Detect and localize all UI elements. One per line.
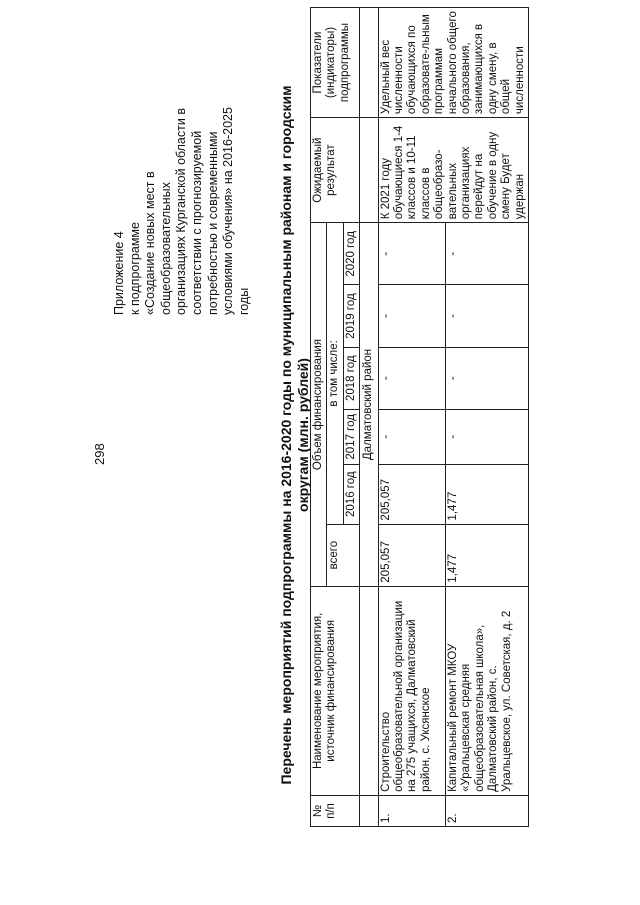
title-line-1: Перечень мероприятий подпрограммы на 2016-2020 годы по муниципальным районам и городским bbox=[278, 85, 294, 785]
header-indicators: Показатели (индикаторы) подпрограммы bbox=[311, 8, 360, 118]
row-2016: 205,057 bbox=[378, 464, 445, 524]
appendix-line: соответствии с прогнозируемой bbox=[189, 130, 204, 315]
appendix-line: Приложение 4 bbox=[112, 231, 126, 315]
row-2016: 1,477 bbox=[445, 464, 528, 524]
row-2019: - bbox=[378, 285, 445, 347]
appendix-line: потребностью и современными bbox=[205, 131, 220, 315]
district-spacer-indicators bbox=[360, 8, 378, 118]
row-2020: - bbox=[378, 223, 445, 285]
header-2018: 2018 год bbox=[343, 347, 359, 409]
page-number: 298 bbox=[92, 443, 107, 465]
table-row bbox=[378, 8, 445, 827]
row-2018: - bbox=[445, 347, 528, 409]
appendix-line: «Создание новых мест в bbox=[143, 171, 158, 315]
district-spacer-result bbox=[360, 118, 378, 223]
appendix-note bbox=[112, 5, 252, 315]
header-2019: 2019 год bbox=[343, 285, 359, 347]
title-line-2: округам (млн. рублей) bbox=[295, 358, 311, 512]
row-result: К 2021 году обучающиеся 1-4 классов и 10-11 классов в общеобразо-вательных организациях перейдут на обучение в одну смену Будет удержан bbox=[378, 118, 528, 223]
row-name: Строительство общеобразовательной организации на 275 учащихся, Далматовский район, с. Уксянское bbox=[378, 586, 445, 795]
row-num: 1. bbox=[378, 795, 445, 826]
row-2017: - bbox=[445, 409, 528, 464]
header-name: Наименование мероприятия, источник финансирования bbox=[311, 586, 360, 795]
header-including: в том числе: bbox=[327, 223, 343, 524]
appendix-line: организациях Курганской области в bbox=[174, 108, 189, 315]
appendix-line: годы bbox=[236, 287, 251, 315]
district-spacer-name bbox=[360, 586, 378, 795]
row-num: 2. bbox=[445, 795, 528, 826]
row-2017: - bbox=[378, 409, 445, 464]
appendix-line: к подпрограмме bbox=[127, 222, 142, 315]
document-title bbox=[278, 55, 312, 815]
row-name: Капитальный ремонт МКОУ «Уральцевская средняя общеобразовательная школа», Далматовский район, с. Уральцевское, ул. Советская, д. 2 bbox=[445, 586, 528, 795]
row-2018: - bbox=[378, 347, 445, 409]
row-indicators: Удельный вес численности обучающихся по образовате-льным программам начального общего образования, занимающихся в одну смену, в общей численности bbox=[378, 8, 528, 118]
measures-table bbox=[310, 7, 529, 827]
header-result: Ожидаемый результат bbox=[311, 118, 360, 223]
row-2020: - bbox=[445, 223, 528, 285]
appendix-line: общеобразовательных bbox=[158, 182, 173, 315]
header-funding: Объем финансирования bbox=[311, 223, 327, 586]
header-total: всего bbox=[327, 524, 360, 586]
district-label: Далматовский район bbox=[360, 223, 378, 586]
header-num: № п/п bbox=[311, 795, 360, 826]
header-2017: 2017 год bbox=[343, 409, 359, 464]
row-total: 205,057 bbox=[378, 524, 445, 586]
row-2019: - bbox=[445, 285, 528, 347]
district-spacer-num bbox=[360, 795, 378, 826]
header-2020: 2020 год bbox=[343, 223, 359, 285]
appendix-line: условиями обучения» на 2016-2025 bbox=[221, 107, 236, 315]
row-total: 1,477 bbox=[445, 524, 528, 586]
header-2016: 2016 год bbox=[343, 464, 359, 524]
